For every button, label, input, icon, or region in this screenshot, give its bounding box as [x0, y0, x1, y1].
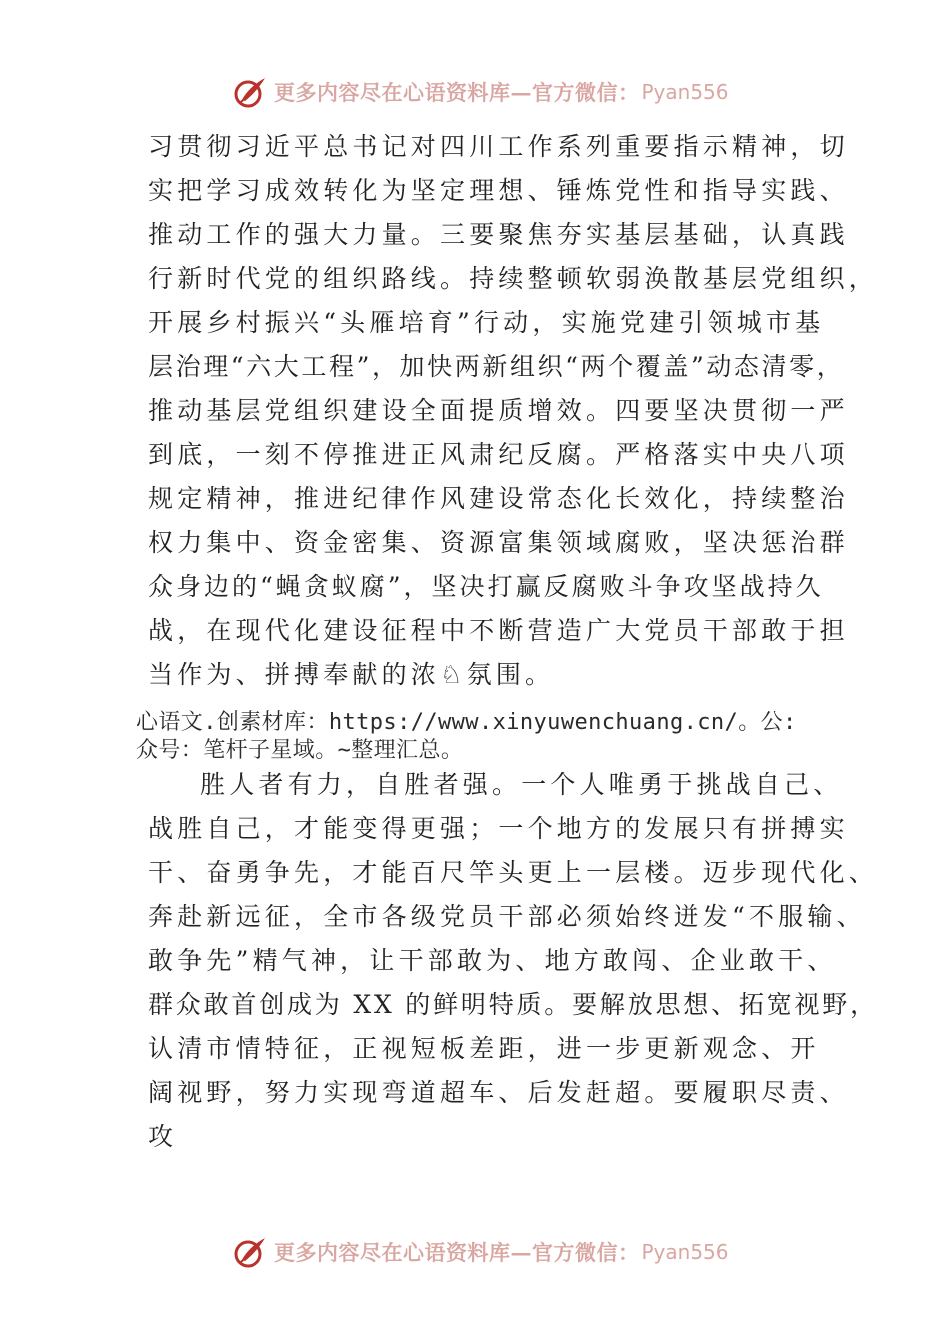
paragraph-1-line: 到底，一刻不停推进正风肃纪反腐。严格落实中央八项	[148, 440, 849, 469]
paragraph-1-line: 习贯彻习近平总书记对四川工作系列重要指示精神，切	[148, 132, 849, 161]
paragraph-1-line: 实把学习成效转化为坚定理想、锤炼党性和指导实践、	[148, 176, 849, 205]
quill-logo-icon	[232, 74, 268, 110]
paragraph-1-line: 层治理“六大工程”，加快两新组织“两个覆盖”动态清零，	[148, 352, 845, 381]
banner-text: 更多内容尽在心语资料库—官方微信：	[274, 1240, 640, 1265]
paragraph-2-line: 阔视野，努力实现弯道超车、后发赶超。要履职尽责、	[148, 1078, 849, 1107]
paragraph-1-line: 众身边的“蝇贪蚁腐”，坚决打赢反腐败斗争攻坚战持久	[148, 572, 824, 601]
paragraph-1-line: 推动工作的强大力量。三要聚焦夯实基层基础，认真践	[148, 220, 849, 249]
paragraph-1-line: 当作为、拼搏奉献的浓♘氛围。	[148, 660, 555, 689]
banner-wechat-id: Pyan556	[641, 1240, 729, 1264]
paragraph-2-line: 认清市情特征，正视短板差距，进一步更新观念、开	[148, 1034, 820, 1063]
header-banner	[232, 72, 729, 112]
paragraph-2-line: 攻	[148, 1122, 178, 1151]
quill-logo-icon	[232, 1234, 268, 1270]
source-note-line: 心语文.创素材库：https://www.xinyuwenchuang.cn/。公:	[136, 710, 797, 735]
paragraph-2-line: 胜人者有力，自胜者强。一个人唯勇于挑战自己、	[200, 770, 843, 799]
paragraph-1-line: 开展乡村振兴“头雁培育”行动，实施党建引领城市基	[148, 308, 825, 337]
source-note-line: 众号：笔杆子星域。~整理汇总。	[136, 738, 464, 763]
paragraph-1-line: 规定精神，推进纪律作风建设常态化长效化，持续整治	[148, 484, 849, 513]
paragraph-2-line: 战胜自己，才能变得更强；一个地方的发展只有拼搏实	[148, 814, 849, 843]
banner-text: 更多内容尽在心语资料库—官方微信：	[274, 80, 640, 105]
paragraph-2-line: 敢争先”精气神，让干部敢为、地方敢闯、企业敢干、	[148, 946, 837, 975]
banner-wechat-id: Pyan556	[641, 80, 729, 104]
paragraph-2-line: 干、奋勇争先，才能百尺竿头更上一层楼。迈步现代化、	[148, 858, 879, 887]
paragraph-1-line: 战，在现代化建设征程中不断营造广大党员干部敢于担	[148, 616, 849, 645]
paragraph-1-line: 行新时代党的组织路线。持续整顿软弱涣散基层党组织，	[148, 264, 879, 293]
paragraph-1-line: 推动基层党组织建设全面提质增效。四要坚决贯彻一严	[148, 396, 849, 425]
footer-banner	[232, 1232, 729, 1272]
paragraph-2-line: 奔赴新远征，全市各级党员干部必须始终迸发“不服输、	[148, 902, 866, 931]
paragraph-1-line: 权力集中、资金密集、资源富集领域腐败，坚决惩治群	[148, 528, 849, 557]
paragraph-2-line: 群众敢首创成为 XX 的鲜明特质。要解放思想、拓宽视野，	[148, 990, 878, 1019]
